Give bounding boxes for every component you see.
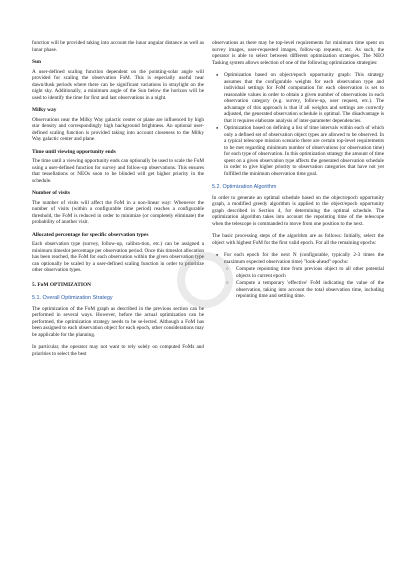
sub-list-item: ○ Compute repointing time from previous object to all other potential objects in current epoch bbox=[212, 266, 384, 279]
algorithm-steps-list bbox=[212, 252, 384, 300]
paragraph: The number of visits will affect the FoM in a non-linear way: Whenever the number of visits (within a configurable time period) reaches a configurable threshold, the FoM is reduced in order to minimize (or completely eliminate) the probability of another visit. bbox=[32, 199, 204, 225]
paragraph: A user-defined scaling function dependent on the pointing-solar angle will provided for scaling the observation FoM. This is especially useful near dawn/dusk periods where there can be significant variations in straylight on the night sky. Additionally, a minimum angle of the Sun below the horizon will be used to identify the time for first and last observations in a night. bbox=[32, 68, 204, 101]
right-column bbox=[212, 40, 384, 306]
paragraph: In order to generate an optimal schedule based on the object/epoch opportunity graph, a modified greedy algorithm is applied to the object/epoch opportunity graph described in Section 4, for determining the optimal schedule. The optimization algorithm takes into account the repointing time of the telescope when the telescope is commanded to move from one position to the next. bbox=[212, 194, 384, 227]
list-item: ● Optimization based on defining a list of time intervals within each of which only a defined set of observation object types are allowed to be observed. In a typical telescope mission scenario there are certain top-level requirements to be met regarding minimum number of observations (or observation time) for each type of observation. In this optimization strategy the amount of time spent on a given observation type affects the generated observation schedule in order to give higher priority to observation categories that have not yet fulfilled the minimum observation time goal. bbox=[212, 125, 384, 177]
strategy-list bbox=[212, 72, 384, 177]
paragraph: In particular, the operator may not want to rely solely on computed FoMs and priorities to select the best bbox=[32, 344, 204, 357]
section-heading-time-window: Time until viewing opportunity ends bbox=[32, 148, 116, 155]
section-heading-visits: Number of visits bbox=[32, 190, 70, 196]
subsection-heading-algorithm: 5.2. Optimization Algorithm bbox=[212, 184, 277, 190]
paragraph: Each observation type (survey, follow-up, calibra-tion, etc.) can be assigned a minimum timeslot percentage per observation period. Once this timeslot allocation has been reached, the FoM for each observation within the given observation type can optionally be scaled by a user-defined scaling function in order to prioritize other observation types. bbox=[32, 241, 205, 273]
subsection-heading-strategy: 5.1. Overall Optimization Strategy bbox=[32, 295, 113, 301]
sub-list-item: ○ Compute a temporary 'effective' FoM indicating the value of the observation, taking into account the total observation time, including repointing time and settling time. bbox=[212, 280, 384, 300]
section-heading-fom-optimization: 5. FoM OPTIMIZATION bbox=[32, 281, 92, 288]
section-heading-milky-way: Milky way bbox=[32, 107, 57, 113]
paragraph: The time until a viewing opportunity ends can optionally be used to scale the FoM using a user-defined function for survey and follow-up observations. This ensures that tessellations or NEOs soon to be blinded will get higher priority in the schedule. bbox=[32, 158, 204, 184]
paragraph: observations as there may be top-level requirements for minimum time spent on survey images, user-requested images, follow-up requests, etc. As such, the operator is able to select between different optimization strategies. The NEO Tasking system allows selection of one of the following optimization strategies: bbox=[212, 40, 384, 66]
section-heading-sun: Sun bbox=[32, 59, 41, 65]
left-column bbox=[32, 40, 204, 363]
list-item: ● Optimization based on object/epoch opportunity graph: This strategy assumes that the configurable weights for each observation type and individual settings for FoM computation for each observation is set to reasonable values in order to obtain a given number of observations in each observation category (e.g. survey, follow-up, user request, etc.). The advantage of this approach is that if all weights and settings are correctly adjusted, the generated observation schedule is optimal. The disadvantage is that it requires elaborate analysis of inter-parameter dependencies. bbox=[212, 72, 384, 124]
list-item: ● For each epoch for the next N (configurable, typically 2-3 times the maximum expected observation time) "look-ahead" epochs: bbox=[212, 252, 384, 265]
paragraph: The optimization of the FoM graph as described in the previous section can be performed in several ways. However, before the actual optimization can be performed, the optimization strategy needs to be se-lected. Although a FoM has been assigned to each observation object for each epoch, other considerations may be applicable for the planning. bbox=[32, 305, 204, 338]
paragraph: function will be provided taking into account the lunar angular distance as well as lunar phase. bbox=[32, 40, 204, 53]
section-heading-allocation: Allocated percentage for specific observation types bbox=[32, 231, 149, 238]
paragraph: The basic processing steps of the algorithm are as follows: Initially, select the object with highest FoM for the first valid epoch. For all the remaining epochs: bbox=[212, 233, 384, 246]
watermark-logo bbox=[175, 250, 235, 310]
paragraph: Observations near the Milky Way galactic center or plane are influenced by high star density and correspondingly high background brightness. An optional user-defined scaling function is provided taking into account closeness to the Milky Way galactic center and plane. bbox=[32, 116, 204, 142]
